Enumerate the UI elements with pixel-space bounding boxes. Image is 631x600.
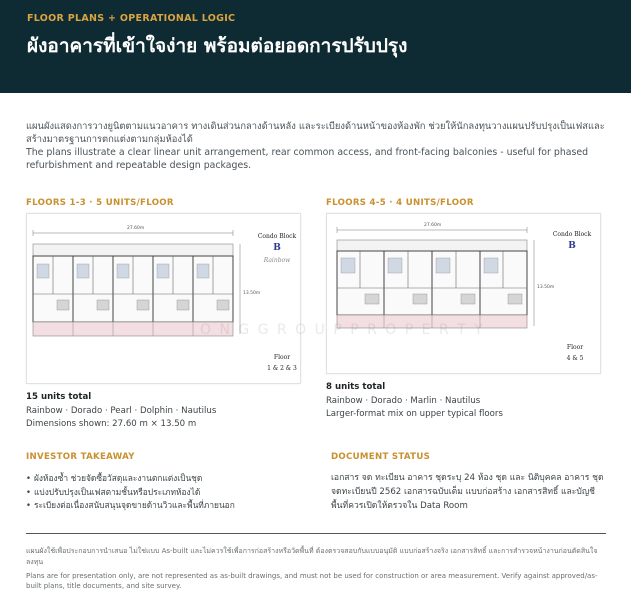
- floor-plan-drawing-floors-4-5: [327, 214, 601, 374]
- list-item: • ผังห้องซ้ำ ช่วยจัดซื้อวัสดุและงานตกแต่งเป็นชุด: [26, 472, 301, 486]
- floor-mix-note: Larger-format mix on upper typical floors: [326, 409, 503, 419]
- plan-label-floors-1-3: FLOORS 1-3 · 5 UNITS/FLOOR: [26, 198, 174, 208]
- investor-takeaway-list: [26, 472, 301, 513]
- block-title: Condo Block: [257, 233, 297, 240]
- dimension-top-label: 27.60m: [127, 226, 145, 231]
- header-eyebrow: FLOOR PLANS + OPERATIONAL LOGIC: [27, 13, 236, 24]
- unit-info-floors-1-3: [26, 391, 301, 432]
- dimensions-note: Dimensions shown: 27.60 m × 13.50 m: [26, 419, 197, 429]
- disclaimer: [26, 546, 611, 595]
- intro-english: The plans illustrate a clear linear unit arrangement, rear common access, and front-facing balconies - useful for phased refurbishment and repeatable design packages.: [26, 147, 589, 171]
- floor-plan-drawing-floors-1-3: [27, 214, 301, 384]
- dimension-side-label: 13.50m: [537, 285, 555, 290]
- divider: [26, 533, 606, 534]
- list-item: • ระเบียงต่อเนื่องสนับสนุนจุดขายด้านวิวและพื้นที่ภายนอก: [26, 499, 301, 513]
- investor-takeaway-label: INVESTOR TAKEAWAY: [26, 452, 135, 462]
- page-header: [0, 0, 631, 93]
- dimension-side-label: 13.50m: [243, 291, 261, 296]
- floor-plan-card-floors-1-3: [26, 213, 301, 384]
- block-letter: B: [568, 241, 576, 251]
- plan-label-floors-4-5: FLOORS 4-5 · 4 UNITS/FLOOR: [326, 198, 474, 208]
- document-status-label: DOCUMENT STATUS: [331, 452, 431, 462]
- intro-thai: แผนผังแสดงการวางยูนิตตามแนวอาคาร ทางเดินส่วนกลางด้านหลัง และระเบียงด้านหน้าของห้องพัก ช่วยให้นักลงทุนวางแผนปรับปรุงเป็นเฟสและสร้างมาตรฐานการตกแต่งตามกลุ่มห้องได้: [26, 121, 605, 145]
- unit-names: Rainbow · Dorado · Marlin · Nautilus: [326, 395, 481, 406]
- watermark: O N G G R O U P P R O P E R T Y: [200, 322, 485, 338]
- floor-label: Floor: [566, 344, 584, 351]
- list-item: • แบ่งปรับปรุงเป็นเฟสตามชั้นหรือประเภทห้องได้: [26, 486, 301, 500]
- dimension-top-label: 27.60m: [424, 223, 442, 228]
- page-title: ผังอาคารที่เข้าใจง่าย พร้อมต่อยอดการปรับปรุง: [27, 35, 408, 57]
- floor-number: 4 & 5: [566, 355, 584, 362]
- disclaimer-thai: แผนผังใช้เพื่อประกอบการนำเสนอ ไม่ใช่แบบ As-built และไม่ควรใช้เพื่อการก่อสร้างหรือวัดพื้นที่ ต้องตรวจสอบกับแบบอนุมัติ แบบก่อสร้างจริง เอกสารสิทธิ์ และการสำรวจหน้างานก่อนตัดสินใจลงทุน: [26, 547, 598, 566]
- unit-names: Rainbow · Dorado · Pearl · Dolphin · Nautilus: [26, 405, 217, 416]
- unit-info-floors-4-5: [326, 381, 606, 422]
- floor-number: 1 & 2 & 3: [267, 365, 297, 372]
- block-letter: B: [273, 243, 281, 253]
- floor-plan-card-floors-4-5: [326, 213, 601, 374]
- block-name: Rainbow: [263, 257, 291, 264]
- intro-text: [26, 120, 611, 172]
- floor-label: Floor: [273, 354, 291, 361]
- unit-count: 8 units total: [326, 382, 386, 392]
- disclaimer-english: Plans are for presentation only, are not represented as as-built drawings, and must not be used for construction or area measurement. Verify against approved/as-built plans, title documents, and site survey.: [26, 571, 598, 591]
- block-title: Condo Block: [552, 231, 592, 238]
- document-status-text: เอกสาร จด ทะเบียน อาคาร ชุดระบุ 24 ห้อง ชุด และ นิติบุคคล อาคาร ชุด จดทะเบียนปี 2562 เอกสารฉบับเต็ม แบบก่อสร้าง เอกสารสิทธิ์ และบัญชีพื้นที่ควรเปิดให้ตรวจใน Data Room: [331, 473, 604, 511]
- unit-count: 15 units total: [26, 392, 92, 402]
